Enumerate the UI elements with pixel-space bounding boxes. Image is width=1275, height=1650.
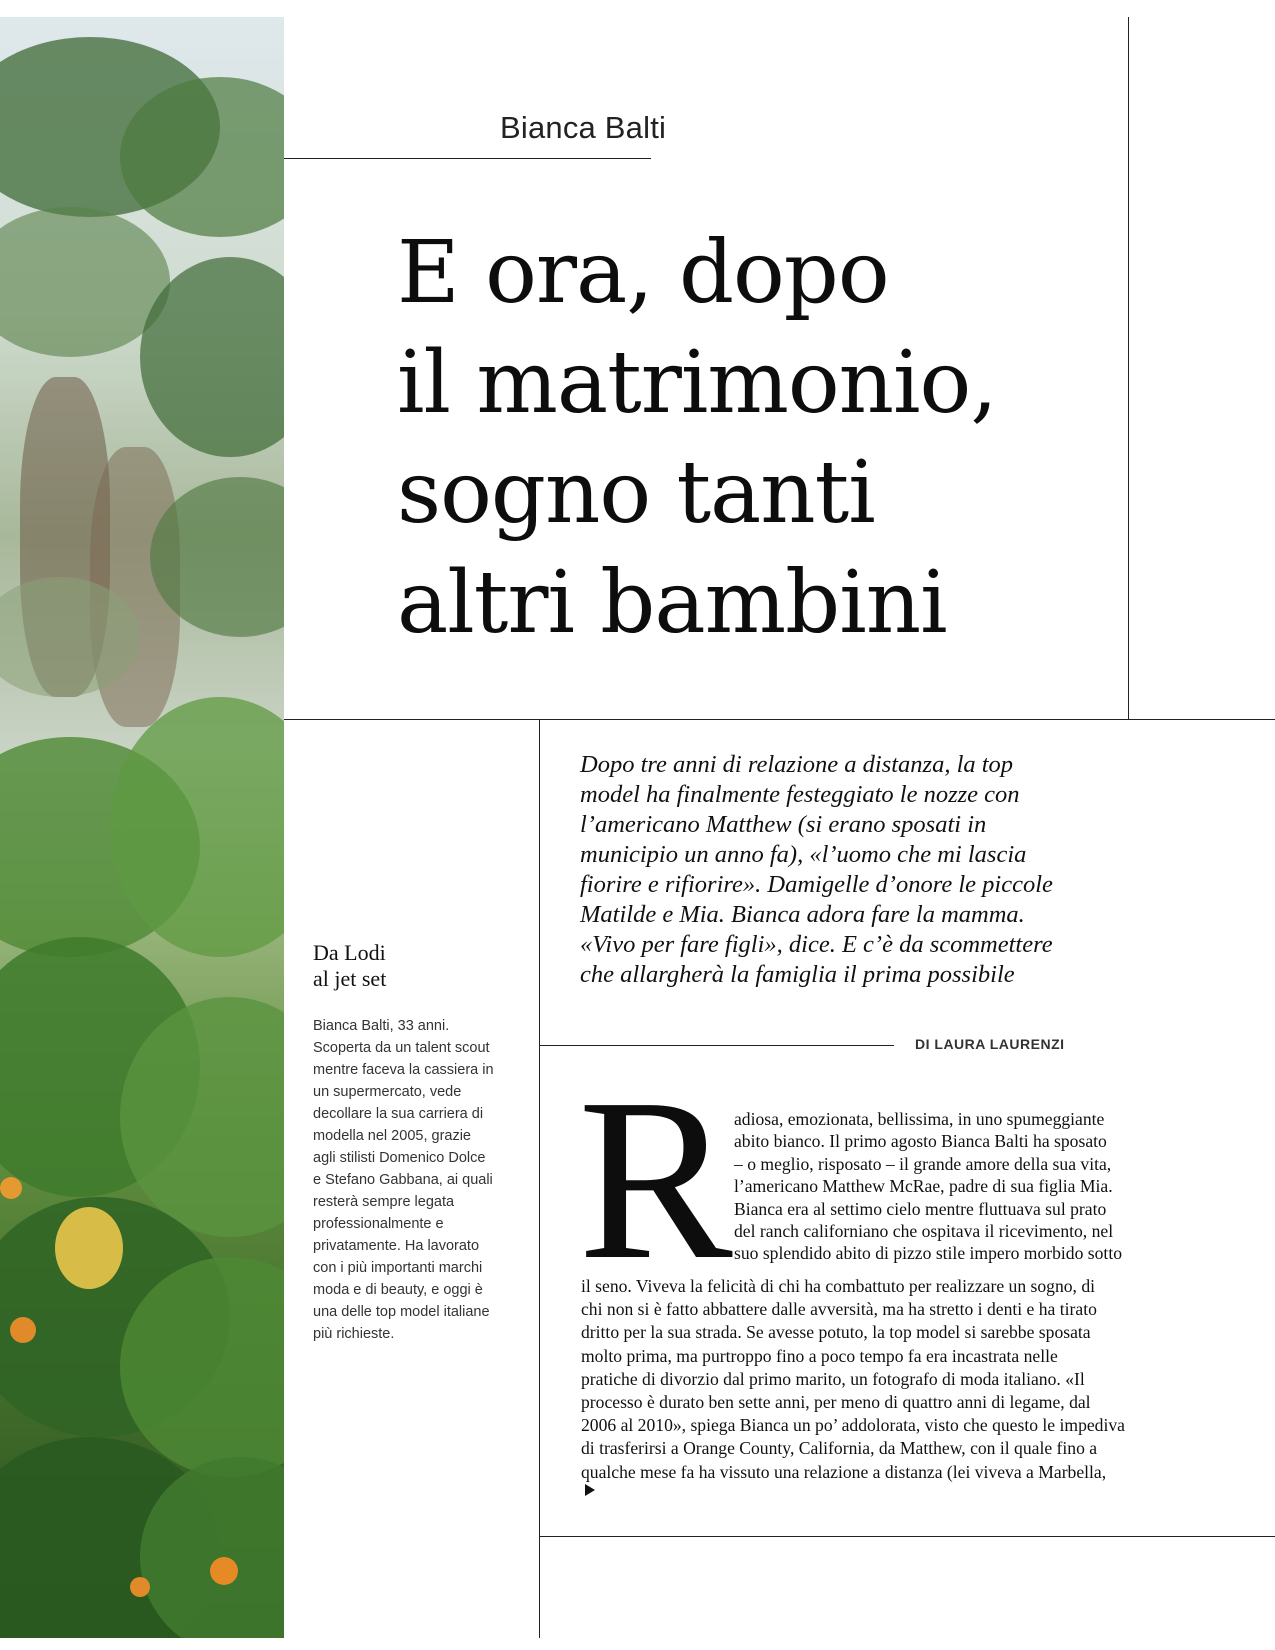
sidebar-title-line: Da Lodi — [313, 940, 386, 965]
sidebar-title-line: al jet set — [313, 966, 387, 991]
body-line: il seno. Viveva la felicità di chi ha combattuto per realizzare un sogno, di — [581, 1276, 1096, 1296]
headline — [397, 218, 1117, 658]
headline-line: sogno tanti — [397, 443, 875, 543]
column-vertical-rule — [539, 719, 540, 1638]
sidebar-title — [313, 940, 386, 992]
byline: DI LAURA LAURENZI — [915, 1036, 1065, 1052]
body-line: di trasferirsi a Orange County, California, da Matthew, con il quale fino a — [581, 1438, 1098, 1459]
body-line: molto prima, ma purtroppo fino a poco tempo fa era incastrata nelle — [581, 1345, 1058, 1366]
body-line: l’americano Matthew McRae, padre di sua figlia Mia. — [734, 1176, 1113, 1197]
byline-rule — [539, 1045, 894, 1046]
kicker-underline — [284, 158, 651, 159]
kicker: Bianca Balti — [500, 110, 667, 145]
body-text — [581, 1275, 1181, 1496]
body-line: dritto per la sua strada. Se avesse potuto, la top model si sarebbe sposata — [581, 1322, 1091, 1343]
sidebar-text: Bianca Balti, 33 anni. Scoperta da un talent scout mentre faceva la cassiera in un supermercato, vede decollare la sua carriera di modella nel 2005, grazie agli stilisti Domenico Dolce e Stefano Gabbana, ai quali resterà sempre legata professionalmente e privatamente. Ha lavorato con i più importanti marchi moda e di beauty, e oggi è una delle top model italiane più richieste. — [313, 1018, 494, 1342]
drop-cap: R — [578, 1051, 733, 1308]
body-line: pratiche di divorzio dal primo marito, un fotografo di moda italiano. «Il — [581, 1368, 1085, 1389]
body-line-text: qualche mese fa ha vissuto una relazione a distanza (lei viveva a Marbella, — [581, 1461, 1107, 1482]
headline-line: E ora, dopo — [397, 223, 889, 323]
body-line: adiosa, emozionata, bellissima, in uno spumeggiante — [734, 1109, 1105, 1129]
body-line-last — [581, 1461, 1181, 1496]
body-line: processo è durato ben sette anni, per meno di quattro anni di legame, dal — [581, 1392, 1091, 1413]
body-line: del ranch californiano che ospitava il ricevimento, nel — [734, 1221, 1114, 1242]
cover-photo — [0, 17, 284, 1638]
body-line: suo splendido abito di pizzo stile impero morbido sotto — [734, 1243, 1122, 1264]
standfirst: Dopo tre anni di relazione a distanza, la top model ha finalmente festeggiato le nozze con l’americano Matthew (si erano sposati in municipio un anno fa), «l’uomo che mi lascia fiorire e rifiorire». Damigelle d’onore le piccole Matilde e Mia. Bianca adora fare la mamma. «Vivo per fare figli», dice. E c’è da scommettere che allargherà la famiglia il prima possibile — [580, 751, 1053, 988]
body-line: 2006 al 2010», spiega Bianca un po’ addolorata, visto che questo le impediva — [581, 1415, 1125, 1436]
bottom-horizontal-rule — [539, 1536, 1275, 1537]
body-line: chi non si è fatto abbattere dalle avversità, ma ha stretto i denti e ha tirato — [581, 1299, 1097, 1320]
right-vertical-rule — [1128, 17, 1129, 719]
headline-line: altri bambini — [397, 553, 947, 653]
body-line: – o meglio, risposato – il grande amore della sua vita, — [734, 1153, 1112, 1174]
body-intro — [734, 1108, 1176, 1265]
triangle-right-icon — [585, 1484, 595, 1496]
headline-line: il matrimonio, — [397, 333, 997, 433]
body-line: abito bianco. Il primo agosto Bianca Balti ha sposato — [734, 1131, 1107, 1152]
mid-horizontal-rule — [284, 719, 1275, 720]
body-line: Bianca era al settimo cielo mentre fluttuava sul prato — [734, 1198, 1107, 1219]
